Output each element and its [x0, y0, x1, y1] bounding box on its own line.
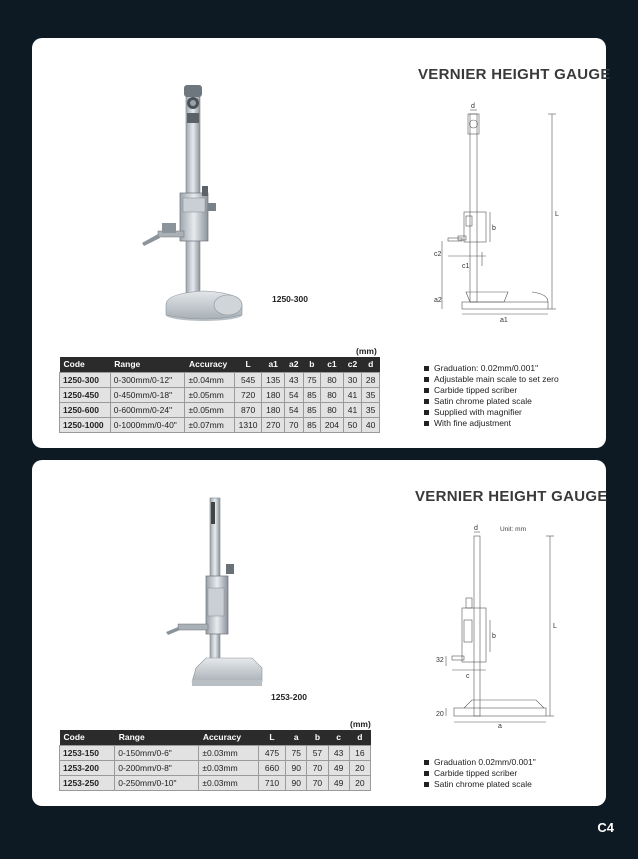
column-header: d — [362, 357, 380, 372]
feature-list — [424, 757, 536, 790]
table-cell: 0-300mm/0-12" — [110, 372, 185, 387]
table-cell: 75 — [303, 372, 321, 387]
dim-label-d: d — [471, 103, 475, 110]
product-card-1253 — [32, 460, 606, 806]
table-cell: 204 — [321, 417, 344, 432]
table-cell: 85 — [303, 417, 321, 432]
table-cell: 43 — [284, 372, 303, 387]
technical-drawing — [432, 525, 572, 730]
table-cell: 1253-150 — [60, 745, 115, 760]
table-cell: 720 — [234, 387, 262, 402]
table-cell: 0-600mm/0-24" — [110, 402, 185, 417]
table-cell: 85 — [303, 387, 321, 402]
table-cell: 20 — [349, 775, 370, 790]
table-cell: 75 — [286, 745, 307, 760]
section-title: VERNIER HEIGHT GAUGE — [418, 66, 611, 83]
product-card-1250 — [32, 38, 611, 448]
column-header: L — [258, 730, 285, 745]
table-cell: 43 — [328, 745, 349, 760]
table-cell: 1310 — [234, 417, 262, 432]
table-row — [60, 372, 380, 387]
table-cell: ±0.04mm — [185, 372, 234, 387]
table-cell: ±0.05mm — [185, 387, 234, 402]
table-cell: 1250-1000 — [60, 417, 111, 432]
feature-item: Carbide tipped scriber — [424, 768, 536, 779]
feature-list — [424, 363, 559, 429]
table-cell: 1253-250 — [60, 775, 115, 790]
dim-label-L: L — [553, 623, 557, 630]
page-number: C4 — [597, 820, 614, 835]
table-cell: 35 — [362, 402, 380, 417]
column-header: d — [349, 730, 370, 745]
table-cell: 80 — [321, 372, 344, 387]
table-cell: 710 — [258, 775, 285, 790]
table-cell: 180 — [262, 387, 285, 402]
table-cell: 180 — [262, 402, 285, 417]
dim-label-a1: a1 — [500, 317, 508, 324]
column-header: Accuracy — [185, 357, 234, 372]
table-cell: 545 — [234, 372, 262, 387]
table-cell: ±0.05mm — [185, 402, 234, 417]
table-cell: ±0.03mm — [199, 745, 259, 760]
height-gauge-photo — [142, 83, 262, 338]
feature-item: Supplied with magnifier — [424, 407, 559, 418]
table-row — [60, 417, 380, 432]
table-row — [60, 402, 380, 417]
dim-label-c1: c1 — [462, 263, 470, 270]
table-cell: 90 — [286, 775, 307, 790]
column-header: Code — [60, 730, 115, 745]
column-header: Range — [110, 357, 185, 372]
dim-label-L: L — [555, 211, 559, 218]
column-header: Code — [60, 357, 111, 372]
table-cell: 870 — [234, 402, 262, 417]
feature-item: Graduation 0.02mm/0.001" — [424, 757, 536, 768]
feature-item: Satin chrome plated scale — [424, 779, 536, 790]
feature-item: Satin chrome plated scale — [424, 396, 559, 407]
table-row — [60, 775, 371, 790]
table-cell: 270 — [262, 417, 285, 432]
column-header: a2 — [284, 357, 303, 372]
table-cell: 49 — [328, 760, 349, 775]
dim-label-b: b — [492, 225, 496, 232]
table-row — [60, 387, 380, 402]
column-header: b — [303, 357, 321, 372]
spec-table — [59, 357, 380, 433]
table-cell: 54 — [284, 387, 303, 402]
table-cell: 0-150mm/0-6" — [115, 745, 199, 760]
table-cell: 20 — [349, 760, 370, 775]
table-cell: 41 — [343, 402, 362, 417]
table-cell: ±0.03mm — [199, 760, 259, 775]
column-header: c1 — [321, 357, 344, 372]
table-cell: 90 — [286, 760, 307, 775]
section-title: VERNIER HEIGHT GAUGE — [415, 488, 608, 505]
table-cell: 0-200mm/0-8" — [115, 760, 199, 775]
column-header: a1 — [262, 357, 285, 372]
feature-item: Graduation: 0.02mm/0.001" — [424, 363, 559, 374]
technical-drawing — [432, 103, 572, 324]
dim-label-a: a — [498, 723, 502, 730]
table-row — [60, 745, 371, 760]
column-header: Range — [115, 730, 199, 745]
dim-label-d: d — [474, 525, 478, 532]
column-header: b — [307, 730, 328, 745]
table-cell: 80 — [321, 387, 344, 402]
table-cell: 28 — [362, 372, 380, 387]
table-cell: 49 — [328, 775, 349, 790]
table-row — [60, 760, 371, 775]
table-cell: 70 — [307, 775, 328, 790]
table-cell: 0-250mm/0-10" — [115, 775, 199, 790]
dim-label-20: 20 — [436, 711, 444, 718]
dim-label-b: b — [492, 633, 496, 640]
table-cell: 16 — [349, 745, 370, 760]
column-header: c — [328, 730, 349, 745]
column-header: L — [234, 357, 262, 372]
dim-label-a2: a2 — [434, 297, 442, 304]
unit-label: (mm) — [356, 346, 377, 356]
table-cell: 57 — [307, 745, 328, 760]
height-gauge-photo — [152, 496, 262, 701]
table-cell: 40 — [362, 417, 380, 432]
feature-item: Adjustable main scale to set zero — [424, 374, 559, 385]
table-cell: 1250-300 — [60, 372, 111, 387]
table-cell: 475 — [258, 745, 285, 760]
column-header: c2 — [343, 357, 362, 372]
feature-item: With fine adjustment — [424, 418, 559, 429]
dim-label-c2: c2 — [434, 251, 442, 258]
column-header: a — [286, 730, 307, 745]
table-cell: 80 — [321, 402, 344, 417]
table-cell: 1250-450 — [60, 387, 111, 402]
unit-note: Unit: mm — [500, 526, 526, 533]
spec-table — [59, 730, 371, 791]
table-cell: ±0.03mm — [199, 775, 259, 790]
model-label: 1253-200 — [271, 692, 307, 702]
unit-label: (mm) — [350, 719, 371, 729]
table-cell: 1253-200 — [60, 760, 115, 775]
table-cell: 70 — [307, 760, 328, 775]
table-cell: 50 — [343, 417, 362, 432]
table-cell: 35 — [362, 387, 380, 402]
column-header: Accuracy — [199, 730, 259, 745]
table-cell: 0-1000mm/0-40" — [110, 417, 185, 432]
table-cell: 85 — [303, 402, 321, 417]
table-cell: 54 — [284, 402, 303, 417]
feature-item: Carbide tipped scriber — [424, 385, 559, 396]
table-cell: 1250-600 — [60, 402, 111, 417]
table-cell: ±0.07mm — [185, 417, 234, 432]
table-cell: 41 — [343, 387, 362, 402]
table-cell: 0-450mm/0-18" — [110, 387, 185, 402]
dim-label-c: c — [466, 673, 470, 680]
table-cell: 30 — [343, 372, 362, 387]
model-label: 1250-300 — [272, 294, 308, 304]
table-cell: 660 — [258, 760, 285, 775]
table-cell: 70 — [284, 417, 303, 432]
dim-label-32: 32 — [436, 657, 444, 664]
table-cell: 135 — [262, 372, 285, 387]
